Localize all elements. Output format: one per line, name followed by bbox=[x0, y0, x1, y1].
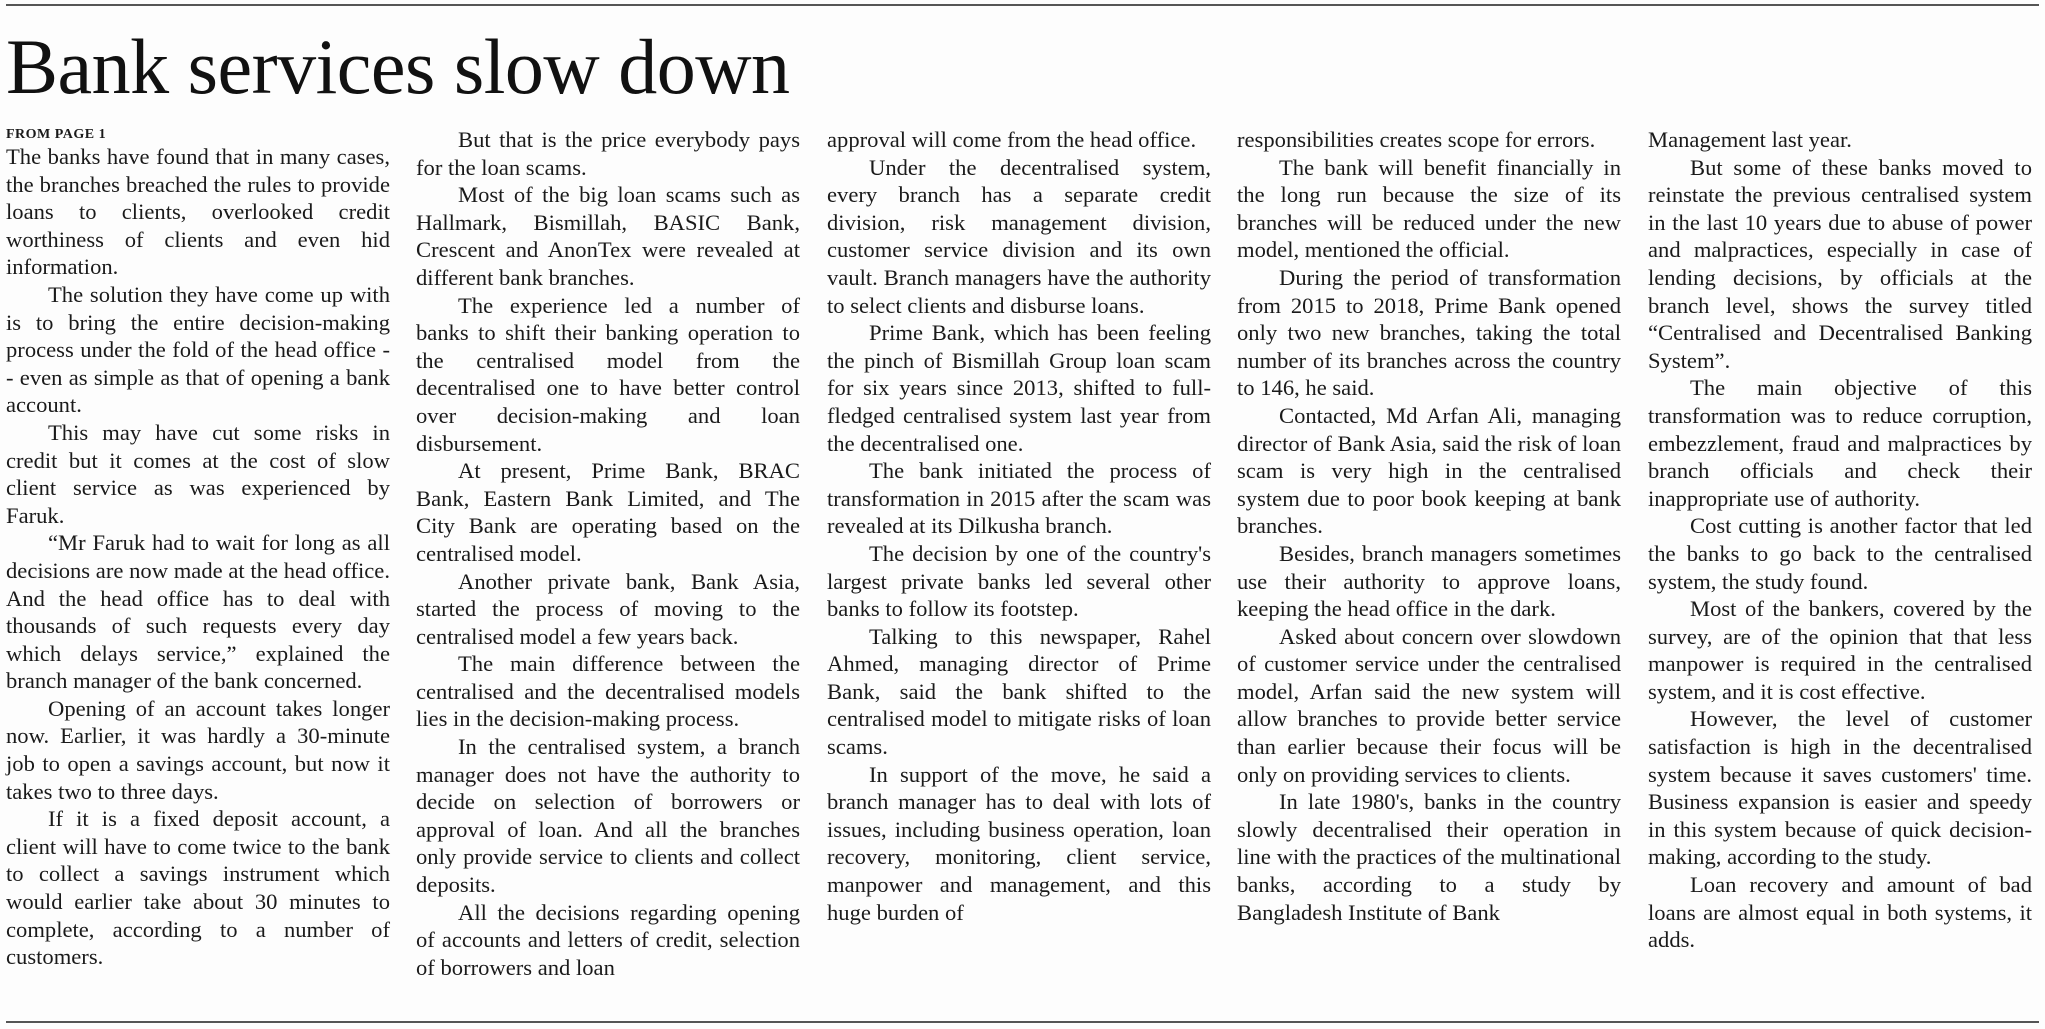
paragraph: The bank will benefit financially in the long run because the size of its branches will be reduced under the new model, mentioned the official. bbox=[1237, 154, 1621, 263]
paragraph: Under the decentralised system, every branch has a separate credit division, risk management division, customer service division and its own vault. Branch managers have the authority to select clients and disburse loans. bbox=[827, 154, 1211, 318]
paragraph: Asked about concern over slowdown of customer service under the centralised model, Arfan said the new system will allow branches to provide better service than earlier because their focus will be only on providing services to clients. bbox=[1237, 623, 1621, 787]
paragraph: The solution they have come up with is to bring the entire decision-making process under the fold of the head office -- even as simple as that of opening a bank account. bbox=[6, 281, 390, 418]
paragraph: Another private bank, Bank Asia, started the process of moving to the centralised model a few years back. bbox=[416, 568, 800, 649]
column-1 bbox=[6, 127, 390, 971]
column-2 bbox=[416, 126, 800, 981]
paragraph: The decision by one of the country's largest private banks led several other banks to follow its footstep. bbox=[827, 540, 1211, 622]
paragraph: In late 1980's, banks in the country slowly decentralised their operation in line with the practices of the multinational banks, according to a study by Bangladesh Institute of Bank bbox=[1237, 789, 1621, 925]
paragraph: Loan recovery and amount of bad loans are almost equal in both systems, it adds. bbox=[1648, 872, 2032, 953]
top-rule bbox=[6, 4, 2039, 6]
paragraph: The banks have found that in many cases, the branches breached the rules to provide loans to clients, overlooked credit worthiness of clients and even hid information. bbox=[6, 144, 390, 280]
paragraph: The bank initiated the process of transformation in 2015 after the scam was revealed at its Dilkusha branch. bbox=[827, 458, 1211, 539]
bottom-rule bbox=[6, 1021, 2039, 1023]
paragraph: But that is the price everybody pays for the loan scams. bbox=[416, 127, 800, 180]
paragraph: In the centralised system, a branch manager does not have the authority to decide on selection of borrowers or approval of loan. And all the branches only provide service to clients and collect deposits. bbox=[416, 734, 800, 898]
paragraph: Cost cutting is another factor that led the banks to go back to the centralised system, the study found. bbox=[1648, 513, 2032, 594]
paragraph: But some of these banks moved to reinstate the previous centralised system in the last 10 years due to abuse of power and malpractices, especially in case of lending decisions, by officials at the branch level, shows the survey titled “Centralised and Decentralised Banking System”. bbox=[1648, 154, 2032, 373]
paragraph: However, the level of customer satisfaction is high in the decentralised system because it saves customers' time. Business expansion is easier and speedy in this system because of quick decision-making, according to the study. bbox=[1648, 706, 2032, 870]
headline: Bank services slow down bbox=[6, 23, 790, 110]
paragraph: Prime Bank, which has been feeling the pinch of Bismillah Group loan scam for six years since 2013, shifted to full-fledged centralised system last year from the decentralised one. bbox=[827, 320, 1211, 456]
column-5 bbox=[1648, 126, 2032, 954]
paragraph: Besides, branch managers sometimes use their authority to approve loans, keeping the head office in the dark. bbox=[1237, 540, 1621, 622]
paragraph: This may have cut some risks in credit but it comes at the cost of slow client service as was experienced by Faruk. bbox=[6, 419, 390, 528]
kicker: FROM PAGE 1 bbox=[6, 127, 107, 142]
paragraph: During the period of transformation from 2015 to 2018, Prime Bank opened only two new branches, taking the total number of its branches across the country to 146, he said. bbox=[1237, 264, 1621, 401]
paragraph: approval will come from the head office. bbox=[827, 127, 1197, 152]
column-3 bbox=[827, 126, 1211, 926]
article-body bbox=[6, 126, 2038, 1016]
paragraph: In support of the move, he said a branch manager has to deal with lots of issues, including business operation, loan recovery, monitoring, client service, manpower and management, and this huge burden of bbox=[827, 761, 1211, 925]
paragraph: If it is a fixed deposit account, a client will have to come twice to the bank to collect a savings instrument which would earlier take about 30 minutes to complete, according to a number of customers. bbox=[6, 806, 390, 970]
paragraph: At present, Prime Bank, BRAC Bank, Eastern Bank Limited, and The City Bank are operating based on the centralised model. bbox=[416, 458, 800, 566]
paragraph: All the decisions regarding opening of accounts and letters of credit, selection of borrowers and loan bbox=[416, 899, 800, 980]
paragraph: Most of the big loan scams such as Hallmark, Bismillah, BASIC Bank, Crescent and AnonTex were revealed at different bank branches. bbox=[416, 182, 800, 290]
column-4 bbox=[1237, 126, 1621, 926]
paragraph: Contacted, Md Arfan Ali, managing director of Bank Asia, said the risk of loan scam is very high in the centralised system due to poor book keeping at bank branches. bbox=[1237, 402, 1621, 539]
paragraph: The experience led a number of banks to shift their banking operation to the centralised model from the decentralised one to have better control over decision-making and loan disbursement. bbox=[416, 292, 800, 456]
paragraph: Most of the bankers, covered by the survey, are of the opinion that that less manpower is required in the centralised system, and it is cost effective. bbox=[1648, 596, 2032, 704]
paragraph: The main difference between the centralised and the decentralised models lies in the decision-making process. bbox=[416, 651, 800, 732]
paragraph: Talking to this newspaper, Rahel Ahmed, managing director of Prime Bank, said the bank shifted to the centralised model to mitigate risks of loan scams. bbox=[827, 623, 1211, 760]
paragraph: The main objective of this transformation was to reduce corruption, embezzlement, fraud and malpractices by branch officials and check their inappropriate use of authority. bbox=[1648, 375, 2032, 511]
paragraph: “Mr Faruk had to wait for long as all decisions are now made at the head office. And the head office has to deal with thousands of such requests every day which delays service,” explained the branch manager of the bank concerned. bbox=[6, 530, 390, 694]
paragraph: Management last year. bbox=[1648, 127, 1852, 152]
paragraph: responsibilities creates scope for errors. bbox=[1237, 127, 1596, 152]
paragraph: Opening of an account takes longer now. Earlier, it was hardly a 30-minute job to open a savings account, but now it takes two to three days. bbox=[6, 695, 390, 804]
